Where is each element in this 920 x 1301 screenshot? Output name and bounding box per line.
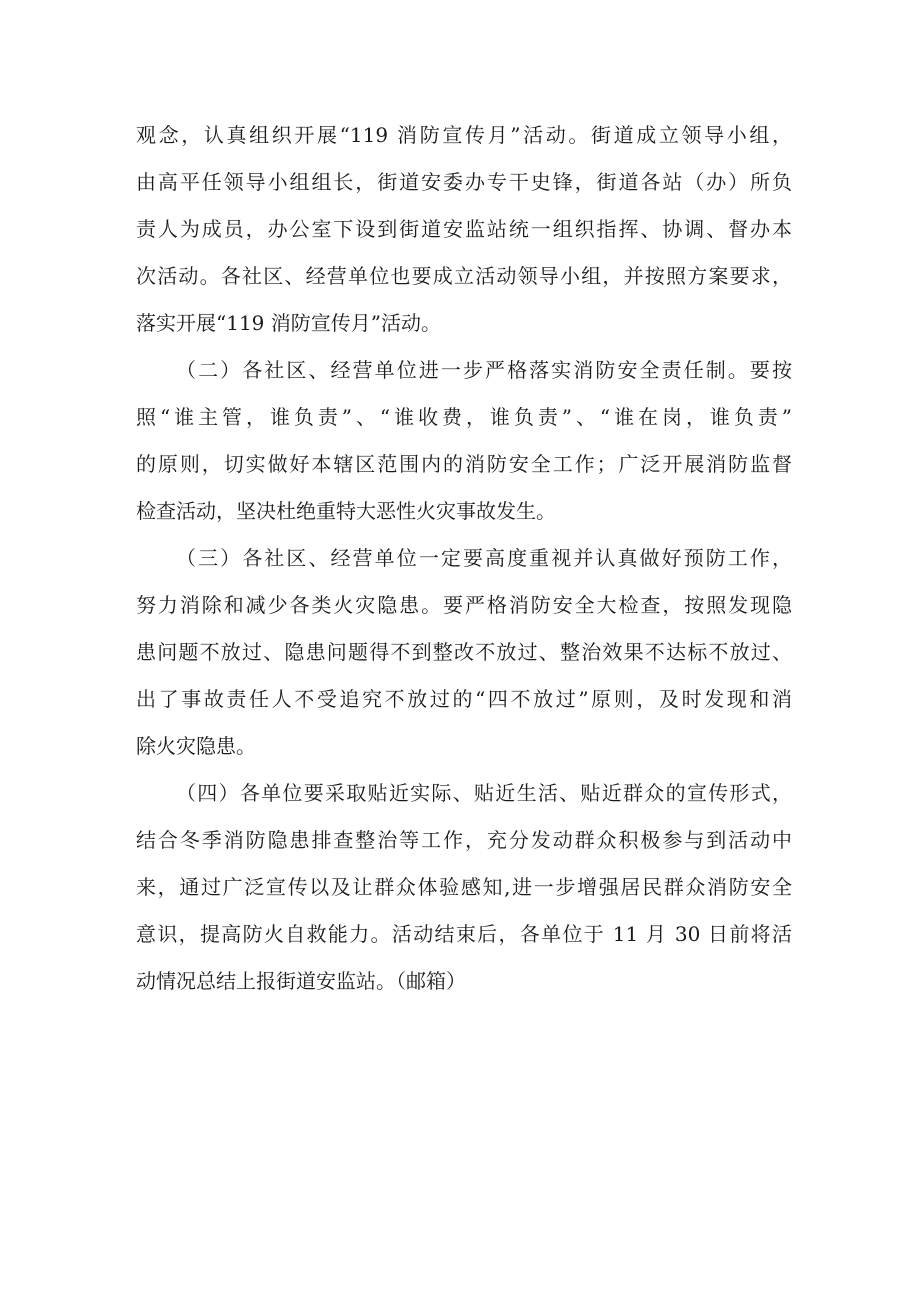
paragraph-1 bbox=[136, 112, 792, 347]
document-body bbox=[136, 112, 792, 1005]
text-line: 检查活动，坚决杜绝重特大恶性火灾事故发生。 bbox=[136, 499, 556, 523]
text-line: 次活动。各社区、经营单位也要成立活动领导小组，并按照方案要求， bbox=[136, 264, 792, 288]
text-line: （二）各社区、经营单位进一步严格落实消防安全责任制。要按 bbox=[176, 358, 792, 382]
text-line: 观念，认真组织开展“119 消防宣传月”活动。街道成立领导小组， bbox=[136, 123, 792, 147]
text-line: 结合冬季消防隐患排查整治等工作，充分发动群众积极参与到活动中 bbox=[136, 828, 792, 852]
text-line: 出了事故责任人不受追究不放过的“四不放过”原则，及时发现和消 bbox=[136, 687, 792, 711]
text-line: 除火灾隐患。 bbox=[136, 734, 256, 758]
text-line: 努力消除和减少各类火灾隐患。要严格消防安全大检查，按照发现隐 bbox=[136, 593, 792, 617]
text-line: 责人为成员，办公室下设到街道安监站统一组织指挥、协调、督办本 bbox=[136, 217, 792, 241]
text-line: （四）各单位要采取贴近实际、贴近生活、贴近群众的宣传形式， bbox=[176, 781, 792, 805]
paragraph-2 bbox=[136, 347, 792, 535]
paragraph-4 bbox=[136, 770, 792, 1005]
paragraph-3 bbox=[136, 535, 792, 770]
text-line: 照“谁主管，谁负责”、“谁收费，谁负责”、“谁在岗，谁负责” bbox=[136, 405, 792, 429]
text-line: 意识，提高防火自救能力。活动结束后，各单位于 11 月 30 日前将活 bbox=[136, 922, 792, 946]
text-line: 患问题不放过、隐患问题得不到整改不放过、整治效果不达标不放过、 bbox=[136, 640, 792, 664]
text-line: 落实开展“119 消防宣传月”活动。 bbox=[136, 311, 441, 335]
text-line: 由高平任领导小组组长，街道安委办专干史锋，街道各站（办）所负 bbox=[136, 170, 792, 194]
text-line: 动情况总结上报街道安监站。（邮箱） bbox=[136, 969, 466, 993]
text-line: 的原则，切实做好本辖区范围内的消防安全工作；广泛开展消防监督 bbox=[136, 452, 792, 476]
text-line: （三）各社区、经营单位一定要高度重视并认真做好预防工作， bbox=[176, 546, 792, 570]
text-line: 来，通过广泛宣传以及让群众体验感知,进一步增强居民群众消防安全 bbox=[136, 875, 792, 899]
